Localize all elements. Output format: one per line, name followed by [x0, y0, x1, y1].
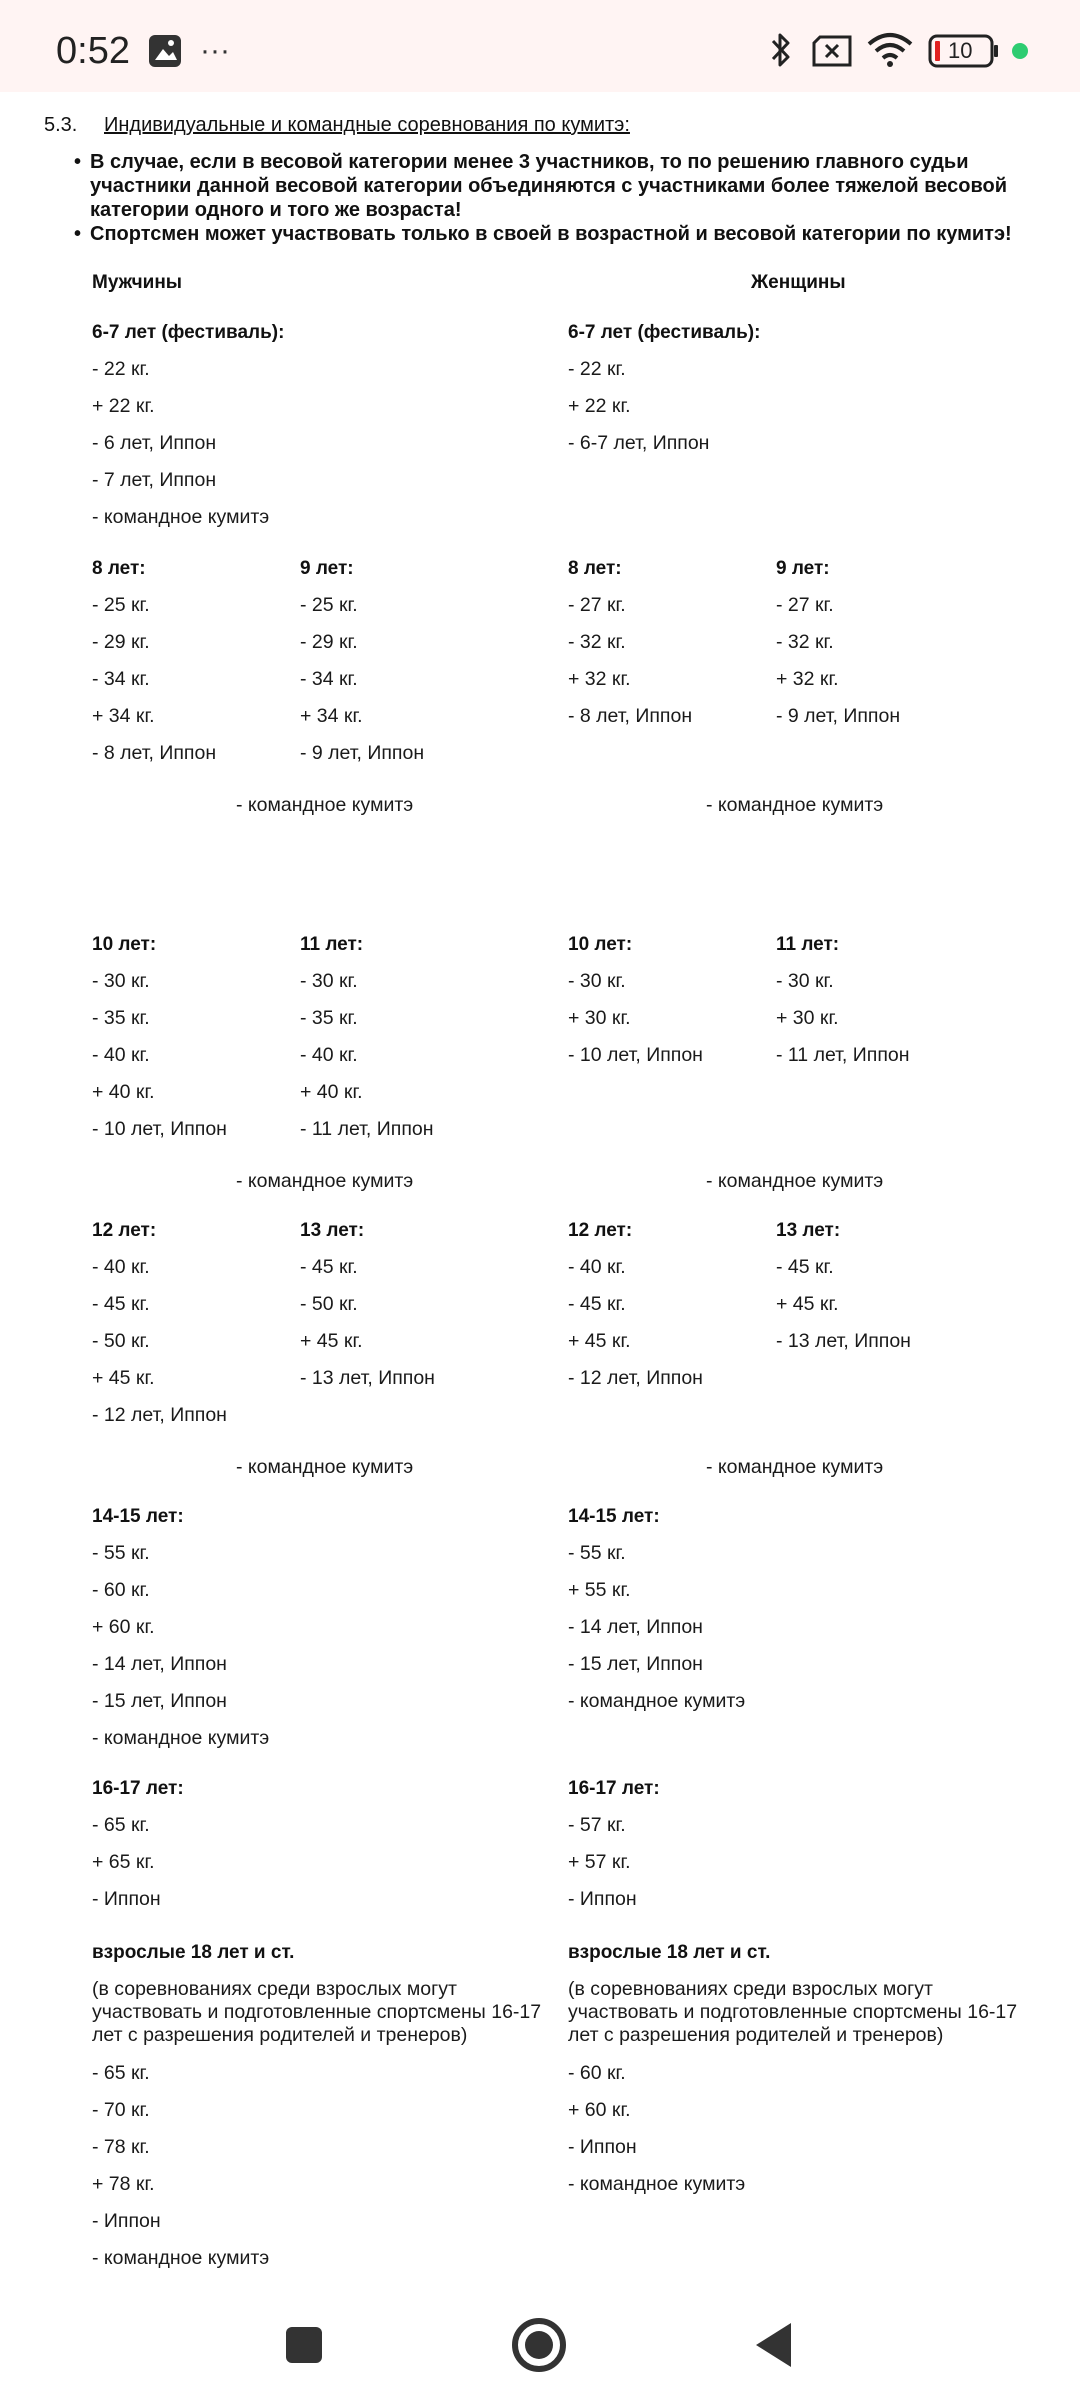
category-item: - 65 кг. — [92, 2062, 150, 2084]
category-item: - 10 лет, Иппон — [92, 1118, 227, 1140]
team-kumite-men: - командное кумитэ — [236, 1170, 414, 1192]
category-item: - 11 лет, Иппон — [300, 1118, 434, 1140]
category-item: - 15 лет, Иппон — [92, 1690, 227, 1712]
category-item: + 22 кг. — [568, 395, 631, 417]
category-item: + 40 кг. — [92, 1081, 155, 1103]
age-group-title: 6-7 лет (фестиваль): — [92, 322, 285, 343]
category-item: - 45 кг. — [300, 1256, 358, 1278]
category-item: - 50 кг. — [300, 1293, 358, 1315]
indicator-dot-icon — [1011, 42, 1029, 65]
category-item: - 60 кг. — [92, 1579, 150, 1601]
category-item: - 27 кг. — [568, 594, 626, 616]
women-heading: Женщины — [751, 272, 846, 293]
category-item: - Иппон — [568, 1888, 637, 1910]
category-item: + 30 кг. — [568, 1007, 631, 1029]
section-title: Индивидуальные и командные соревнования по кумитэ: — [104, 114, 630, 136]
battery-level: 10 — [948, 38, 973, 63]
category-item: - командное кумитэ — [92, 1727, 270, 1749]
gallery-icon — [146, 32, 184, 75]
category-item: - 8 лет, Иппон — [568, 705, 693, 727]
bluetooth-icon — [766, 30, 796, 75]
category-item: - 14 лет, Иппон — [568, 1616, 703, 1638]
category-item: + 32 кг. — [776, 668, 839, 690]
category-item: - 60 кг. — [568, 2062, 626, 2084]
category-item: - 7 лет, Иппон — [92, 469, 217, 491]
category-item: - 6 лет, Иппон — [92, 432, 217, 454]
category-item: - 9 лет, Иппон — [300, 742, 425, 764]
category-item: - 57 кг. — [568, 1814, 626, 1836]
category-item: + 60 кг. — [568, 2099, 631, 2121]
more-notifications-icon: ··· — [200, 34, 230, 67]
category-item: - 35 кг. — [300, 1007, 358, 1029]
category-item: - 10 лет, Иппон — [568, 1044, 703, 1066]
category-item: - 29 кг. — [92, 631, 150, 653]
adults-title: взрослые 18 лет и ст. — [92, 1942, 295, 1963]
category-item: - 32 кг. — [776, 631, 834, 653]
age-group-title: 6-7 лет (фестиваль): — [568, 322, 761, 343]
category-item: - 30 кг. — [776, 970, 834, 992]
back-button[interactable] — [739, 2310, 809, 2380]
category-item: - 22 кг. — [568, 358, 626, 380]
category-item: - 13 лет, Иппон — [776, 1330, 911, 1352]
category-item: - 35 кг. — [92, 1007, 150, 1029]
age-group-title: 14-15 лет: — [568, 1506, 660, 1527]
navigation-bar — [0, 2290, 1080, 2400]
category-item: - 45 кг. — [568, 1293, 626, 1315]
category-item: - 8 лет, Иппон — [92, 742, 217, 764]
category-item: + 45 кг. — [92, 1367, 155, 1389]
no-sim-icon — [810, 34, 854, 73]
rule-item: • В случае, если в весовой категории менее 3 участников, то по решению главного судьи участники данной весовой категории объединяются с участниками более тяжелой весовой категории одного и того же возраста! — [74, 150, 1064, 222]
category-item: - 78 кг. — [92, 2136, 150, 2158]
category-item: + 30 кг. — [776, 1007, 839, 1029]
category-item: - 45 кг. — [776, 1256, 834, 1278]
recents-button[interactable] — [269, 2310, 339, 2380]
wifi-icon — [866, 32, 914, 73]
age-group-title: 12 лет: — [568, 1220, 633, 1241]
category-item: - Иппон — [92, 2210, 161, 2232]
category-item: - 13 лет, Иппон — [300, 1367, 435, 1389]
category-item: - 22 кг. — [92, 358, 150, 380]
age-group-title: 9 лет: — [776, 558, 830, 579]
category-item: - 40 кг. — [568, 1256, 626, 1278]
age-group-title: 16-17 лет: — [568, 1778, 660, 1799]
category-item: + 45 кг. — [568, 1330, 631, 1352]
category-item: - 65 кг. — [92, 1814, 150, 1836]
category-item: - 12 лет, Иппон — [568, 1367, 703, 1389]
category-item: + 65 кг. — [92, 1851, 155, 1873]
category-item: - 45 кг. — [92, 1293, 150, 1315]
category-item: - 25 кг. — [300, 594, 358, 616]
age-group-title: 11 лет: — [300, 934, 364, 955]
category-item: - 32 кг. — [568, 631, 626, 653]
team-kumite-men: - командное кумитэ — [236, 794, 414, 816]
category-item: - 30 кг. — [568, 970, 626, 992]
age-group-title: 10 лет: — [92, 934, 157, 955]
age-group-title: 13 лет: — [776, 1220, 841, 1241]
age-group-title: 8 лет: — [568, 558, 622, 579]
team-kumite-women: - командное кумитэ — [706, 1456, 884, 1478]
category-item: + 55 кг. — [568, 1579, 631, 1601]
category-item: - 15 лет, Иппон — [568, 1653, 703, 1675]
category-item: - Иппон — [92, 1888, 161, 1910]
category-item: - 29 кг. — [300, 631, 358, 653]
team-kumite-women: - командное кумитэ — [706, 1170, 884, 1192]
category-item: - командное кумитэ — [92, 506, 270, 528]
team-kumite-women: - командное кумитэ — [706, 794, 884, 816]
clock: 0:52 — [56, 30, 130, 72]
age-group-title: 16-17 лет: — [92, 1778, 184, 1799]
rule-item: • Спортсмен может участвовать только в своей в возрастной и весовой категории по кумитэ! — [74, 222, 1064, 246]
category-item: - 27 кг. — [776, 594, 834, 616]
category-item: + 32 кг. — [568, 668, 631, 690]
category-item: + 34 кг. — [300, 705, 363, 727]
category-item: - 14 лет, Иппон — [92, 1653, 227, 1675]
category-item: + 60 кг. — [92, 1616, 155, 1638]
category-item: - 30 кг. — [300, 970, 358, 992]
category-item: - 50 кг. — [92, 1330, 150, 1352]
section-number: 5.3. — [44, 114, 78, 136]
category-item: + 45 кг. — [776, 1293, 839, 1315]
category-item: - 6-7 лет, Иппон — [568, 432, 710, 454]
men-heading: Мужчины — [92, 272, 183, 293]
category-item: - командное кумитэ — [568, 1690, 746, 1712]
adults-title: взрослые 18 лет и ст. — [568, 1942, 771, 1963]
age-group-title: 9 лет: — [300, 558, 354, 579]
category-item: - 40 кг. — [300, 1044, 358, 1066]
category-item: - Иппон — [568, 2136, 637, 2158]
category-item: + 40 кг. — [300, 1081, 363, 1103]
age-group-title: 14-15 лет: — [92, 1506, 184, 1527]
age-group-title: 10 лет: — [568, 934, 633, 955]
category-item: - 25 кг. — [92, 594, 150, 616]
category-item: - 30 кг. — [92, 970, 150, 992]
category-item: + 22 кг. — [92, 395, 155, 417]
category-item: - 40 кг. — [92, 1044, 150, 1066]
category-item: + 34 кг. — [92, 705, 155, 727]
category-item: - 34 кг. — [300, 668, 358, 690]
adults-note: (в соревнованиях среди взрослых могут участвовать и подготовленные спортсмены 16-17 лет с разрешения родителей и тренеров) — [92, 1978, 542, 2046]
category-item: - 12 лет, Иппон — [92, 1404, 227, 1426]
category-item: - 9 лет, Иппон — [776, 705, 901, 727]
category-item: - командное кумитэ — [568, 2173, 746, 2195]
age-group-title: 13 лет: — [300, 1220, 365, 1241]
age-group-title: 8 лет: — [92, 558, 146, 579]
status-bar — [0, 0, 1080, 92]
category-item: + 57 кг. — [568, 1851, 631, 1873]
category-item: - 55 кг. — [92, 1542, 150, 1564]
age-group-title: 12 лет: — [92, 1220, 157, 1241]
home-button[interactable] — [504, 2310, 574, 2380]
category-item: - 55 кг. — [568, 1542, 626, 1564]
category-item: - 40 кг. — [92, 1256, 150, 1278]
category-item: - командное кумитэ — [92, 2247, 270, 2269]
team-kumite-men: - командное кумитэ — [236, 1456, 414, 1478]
category-item: - 11 лет, Иппон — [776, 1044, 910, 1066]
category-item: - 34 кг. — [92, 668, 150, 690]
adults-note: (в соревнованиях среди взрослых могут участвовать и подготовленные спортсмены 16-17 лет с разрешения родителей и тренеров) — [568, 1978, 1018, 2046]
category-item: + 45 кг. — [300, 1330, 363, 1352]
category-item: - 70 кг. — [92, 2099, 150, 2121]
age-group-title: 11 лет: — [776, 934, 840, 955]
category-item: + 78 кг. — [92, 2173, 155, 2195]
rules-list — [74, 150, 1064, 246]
